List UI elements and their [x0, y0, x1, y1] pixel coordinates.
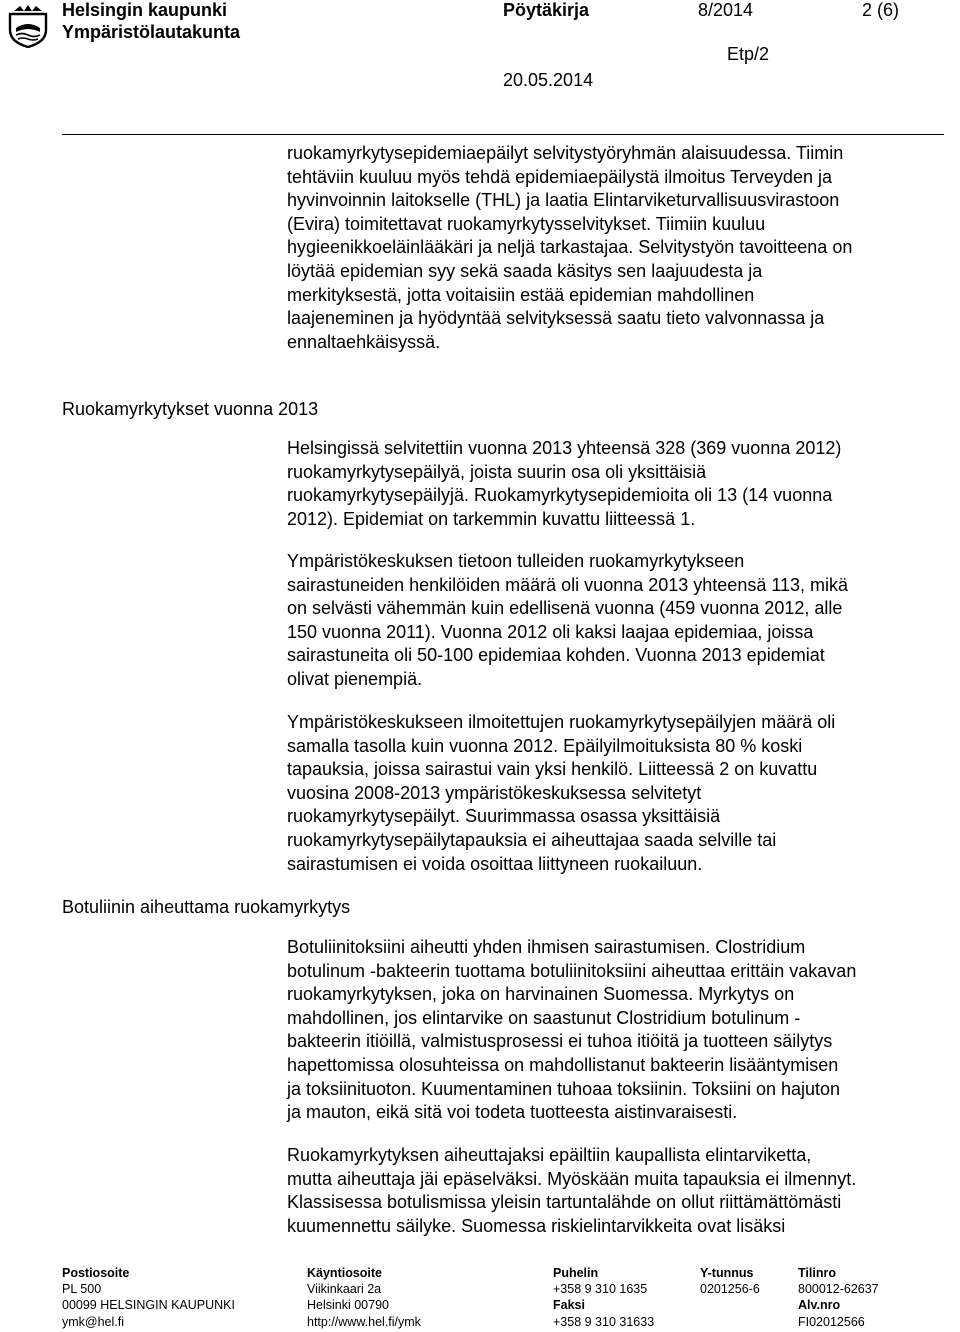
paragraph-line: kuumennettu säilyke. Suomessa riskielintarvikkeita ovat lisäksi: [287, 1215, 786, 1236]
paragraph-team-duties: [287, 142, 947, 354]
paragraph-line: löytää epidemian syy sekä saada käsitys sen laajuudesta ja: [287, 260, 763, 281]
paragraph-sick-persons: [287, 550, 947, 692]
paragraph-line: bakteerin itiöillä, valmistusprosessi ei tuhoa itiöitä ja tuotteen säilytys: [287, 1031, 833, 1052]
side-heading-botulism: Botuliinin aiheuttama ruokamyrkytys: [62, 897, 351, 917]
footer-label: Tilinro: [798, 1266, 836, 1280]
paragraph-line: Botuliinitoksiini aiheutti yhden ihmisen sairastumisen. Clostridium: [287, 937, 806, 957]
paragraph-line: vuosina 2008-2013 ympäristökeskuksessa selvitetyt: [287, 782, 702, 803]
paragraph-line: ruokamyrkytysepäilyt. Suurimmassa osassa yksittäisiä: [287, 806, 721, 827]
paragraph-2013-suspicions: [287, 437, 947, 531]
paragraph-line: botulinum -bakteerin tuottama botuliinitoksiini aiheuttaa erittäin vakavan: [287, 960, 857, 981]
paragraph-line: ruokamyrkytysepidemiaepäilyt selvitystyöryhmän alaisuudessa. Tiimin: [287, 143, 844, 163]
paragraph-line: olivat pienempiä.: [287, 668, 423, 689]
paragraph-line: laajeneminen ja hyödyntää selvityksessä saatu tieto valvonnassa ja: [287, 308, 825, 329]
footer-label: Y-tunnus: [700, 1266, 754, 1280]
paragraph-line: hyvinvoinnin laitokselle (THL) ja laatia Elintarviketurvallisuusvirastoon: [287, 190, 840, 211]
footer-label: Postiosoite: [62, 1266, 130, 1280]
footer-account: [798, 1265, 879, 1330]
footer-label: Käyntiosoite: [307, 1266, 383, 1280]
footer-value: 00099 HELSINGIN KAUPUNKI: [62, 1298, 235, 1313]
paragraph-line: Helsingissä selvitettiin vuonna 2013 yhteensä 328 (369 vuonna 2012): [287, 438, 842, 458]
section-code: Etp/2: [727, 44, 770, 64]
paragraph-line: Ympäristökeskukseen ilmoitettujen ruokamyrkytysepäilyjen määrä oli: [287, 712, 836, 732]
document-type: Pöytäkirja: [503, 0, 590, 20]
paragraph-line: mutta aiheuttaja jäi epäselväksi. Myöskään muita tapauksia ei ilmennyt.: [287, 1168, 857, 1189]
footer-value: 0201256-6: [700, 1282, 760, 1297]
paragraph-line: tehtäviin kuuluu myös tehdä epidemiaepäilystä ilmoitus Terveyden ja: [287, 166, 832, 187]
paragraph-line: mahdollinen, jos elintarvike on saastunut Clostridium botulinum -: [287, 1007, 801, 1028]
page-indicator: 2 (6): [862, 0, 900, 20]
city-crest-logo: [6, 4, 50, 48]
footer-value: PL 500: [62, 1282, 102, 1297]
paragraph-line: ruokamyrkytyksen, joka on harvinainen Suomessa. Myrkytys on: [287, 984, 795, 1005]
paragraph-line: 2012). Epidemiat on tarkemmin kuvattu liitteessä 1.: [287, 508, 696, 529]
header-divider: [62, 134, 944, 135]
meeting-date: 20.05.2014: [503, 70, 594, 90]
paragraph-line: 150 vuonna 2011). Vuonna 2012 oli kaksi laajaa epidemiaa, joissa: [287, 621, 814, 642]
committee-name: Ympäristölautakunta: [62, 22, 241, 42]
paragraph-line: on selvästi vähemmän kuin edellisenä vuonna (459 vuonna 2012, alle: [287, 598, 843, 619]
footer-value: +358 9 310 1635: [553, 1282, 648, 1297]
paragraph-botulism-source: [287, 1144, 947, 1238]
paragraph-notifications: [287, 711, 947, 876]
footer-label: Faksi: [553, 1298, 585, 1313]
footer-value: ymk@hel.fi: [62, 1314, 125, 1329]
footer-value: +358 9 310 31633: [553, 1314, 655, 1329]
paragraph-line: ruokamyrkytysepäilytapauksia ei aiheuttajaa saada selville tai: [287, 829, 777, 850]
footer-value: Helsinki 00790: [307, 1298, 389, 1313]
side-heading-food-poisonings-2013: Ruokamyrkytykset vuonna 2013: [62, 399, 319, 419]
paragraph-line: hapettomissa olosuhteissa on mahdollistanut bakteerin lisääntymisen: [287, 1054, 839, 1075]
footer-value: FI02012566: [798, 1314, 865, 1329]
footer-postal-address: [62, 1265, 235, 1330]
paragraph-line: ja mauton, eikä sitä voi todeta tuotteesta aistinvaraisesti.: [287, 1102, 738, 1123]
footer-business-id: [700, 1265, 760, 1297]
paragraph-line: samalla tasolla kuin vuonna 2012. Epäilyilmoituksista 80 % koski: [287, 735, 803, 756]
paragraph-line: hygieenikkoeläinlääkäri ja neljä tarkastajaa. Selvitystyön tavoitteena on: [287, 237, 853, 258]
paragraph-line: merkityksestä, jotta voitaisiin estää epidemian mahdollinen: [287, 284, 755, 305]
paragraph-line: sairastuneiden henkilöiden määrä oli vuonna 2013 yhteensä 113, mikä: [287, 574, 849, 595]
organization-name: Helsingin kaupunki: [62, 0, 228, 20]
paragraph-line: ruokamyrkytysepäilyä, joista suurin osa oli yksittäisiä: [287, 461, 707, 482]
paragraph-botulinum-toxin: [287, 936, 947, 1125]
footer-value: http://www.hel.fi/ymk: [307, 1314, 421, 1329]
footer-phone: [553, 1265, 654, 1330]
footer-visiting-address: [307, 1265, 421, 1330]
footer-value: 800012-62637: [798, 1282, 879, 1297]
paragraph-line: sairastumisen ei voida osoittaa liittyneen ruokailuun.: [287, 853, 703, 874]
footer-label: Puhelin: [553, 1266, 599, 1280]
paragraph-line: ja toksiinituoton. Kuumentaminen tuhoaa toksiinin. Toksiini on hajuton: [287, 1078, 841, 1099]
paragraph-line: ruokamyrkytysepäilyjä. Ruokamyrkytysepidemioita oli 13 (14 vuonna: [287, 485, 833, 506]
paragraph-line: Klassisessa botulismissa yleisin tartuntalähde on ollut riittämättömästi: [287, 1192, 842, 1213]
paragraph-line: Ympäristökeskuksen tietoon tulleiden ruokamyrkytykseen: [287, 551, 745, 571]
footer-value: Viikinkaari 2a: [307, 1282, 382, 1297]
paragraph-line: Ruokamyrkytyksen aiheuttajaksi epäiltiin kaupallista elintarviketta,: [287, 1145, 812, 1165]
paragraph-line: sairastuneita oli 50-100 epidemiaa kohden. Vuonna 2013 epidemiat: [287, 645, 825, 666]
footer-label: Alv.nro: [798, 1298, 841, 1313]
document-number: 8/2014: [698, 0, 754, 20]
paragraph-line: tapauksia, joissa sairastui vain yksi henkilö. Liitteessä 2 on kuvattu: [287, 759, 818, 780]
paragraph-line: (Evira) toimitettavat ruokamyrkytysselvitykset. Tiimiin kuuluu: [287, 213, 766, 234]
paragraph-line: ennaltaehkäisyssä.: [287, 331, 441, 352]
